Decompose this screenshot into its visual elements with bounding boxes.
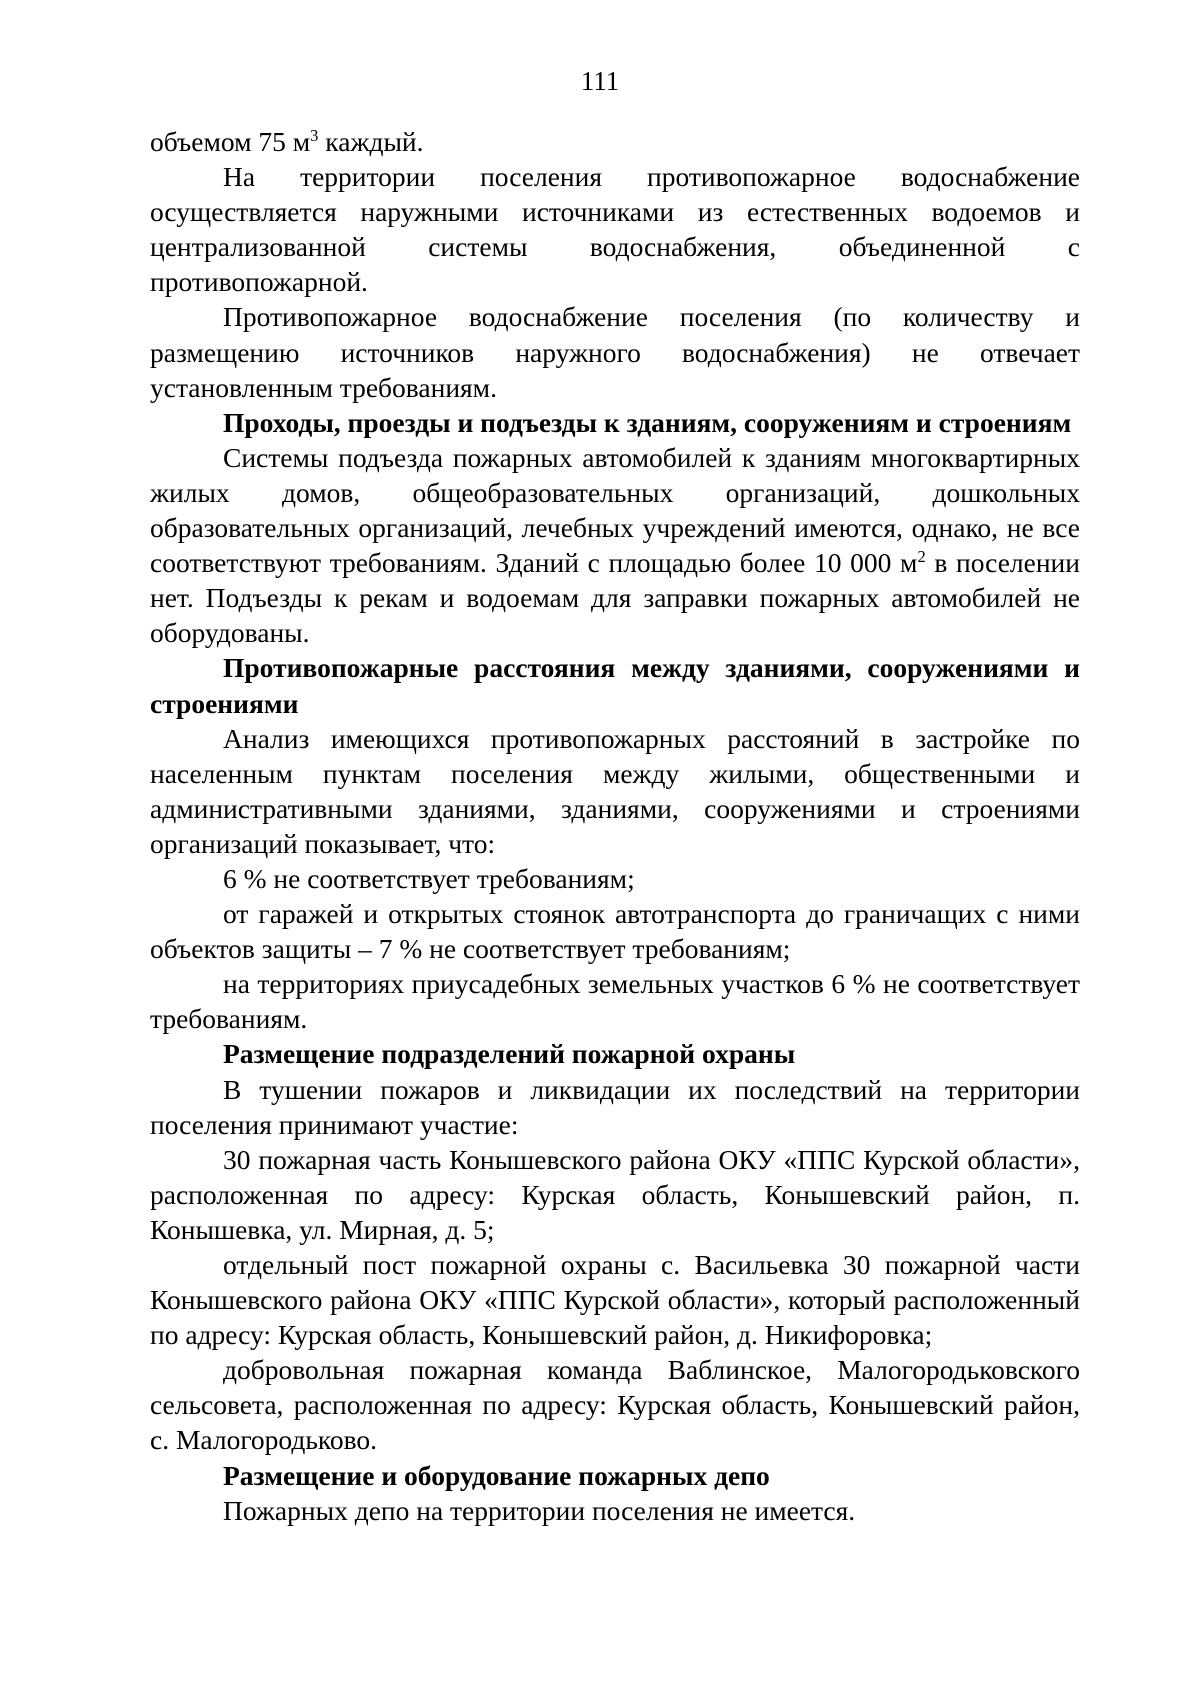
paragraph-volume-text: объемом 75 м (150, 126, 311, 157)
paragraph-distance-plots: на территориях приусадебных земельных участков 6 % не соответствует требованиям. (150, 968, 1080, 1035)
paragraph-fire-unit-30: 30 пожарная часть Конышевского района ОКУ «ППС Курской области», расположенная по адресу: Курская область, Конышевский район, п. Конышевка, ул. Мирная, д. 5; (150, 1143, 1080, 1245)
paragraph-fire-depots: Пожарных депо на территории поселения не имеется. (223, 1494, 856, 1526)
paragraph-volume-tail: каждый. (318, 126, 424, 157)
superscript-square: 2 (917, 547, 926, 567)
page-content (150, 124, 1080, 1528)
superscript-cubic: 3 (310, 126, 319, 146)
page-number: 111 (580, 66, 620, 96)
paragraph-distance-6pct: 6 % не соответствует требованиям; (223, 862, 635, 894)
paragraph-volume (150, 124, 1080, 159)
heading-fire-units: Размещение подразделений пожарной охраны (223, 1038, 796, 1070)
paragraph-distance-analysis: Анализ имеющихся противопожарных расстояний в застройке по населенным пунктам поселения между жилыми, общественными и административными зданиями, зданиями, сооружениями и строениями организаций показывает, что: (150, 722, 1080, 859)
heading-fire-distances: Противопожарные расстояния между зданиями, сооружениями и строениями (150, 652, 1080, 719)
paragraph-fire-units-intro: В тушении пожаров и ликвидации их последствий на территории поселения принимают участие: (150, 1073, 1080, 1140)
paragraph-fire-post-vasilyevka: отдельный пост пожарной охраны с. Васильевка 30 пожарной части Конышевского района ОКУ «ППС Курской области», который расположенный по адресу: Курская область, Конышевский район, д. Никифоровка; (150, 1249, 1080, 1351)
heading-fire-depots: Размещение и оборудование пожарных депо (223, 1459, 770, 1491)
paragraph-access-roads-tail: в поселении нет. Подъезды к рекам и водоемам для заправки пожарных автомобилей не оборудованы. (150, 547, 1080, 649)
paragraph-water-requirements: Противопожарное водоснабжение поселения (по количеству и размещению источников наружного водоснабжения) не отвечает установленным требованиям. (150, 301, 1080, 403)
heading-access-roads: Проходы, проезды и подъезды к зданиям, сооружениям и строениям (223, 406, 1072, 438)
paragraph-water-supply: На территории поселения противопожарное водоснабжение осуществляется наружными источниками из естественных водоемов и централизованной системы водоснабжения, объединенной с противопожарной. (150, 161, 1080, 298)
paragraph-volunteer-team: добровольная пожарная команда Ваблинское, Малогородьковского сельсовета, расположенная по адресу: Курская область, Конышевский район, с. Малогородьково. (150, 1354, 1080, 1456)
paragraph-access-roads (150, 440, 1080, 651)
paragraph-distance-garages: от гаражей и открытых стоянок автотранспорта до граничащих с ними объектов защиты – 7 % не соответствует требованиям; (150, 898, 1080, 965)
paragraph-access-roads-text: Системы подъезда пожарных автомобилей к зданиям многоквартирных жилых домов, общеобразовательных организаций, дошкольных образовательных организаций, лечебных учреждений имеются, однако, не все соответствуют требованиям. Зданий с площадью более 10 000 м (150, 441, 1080, 579)
